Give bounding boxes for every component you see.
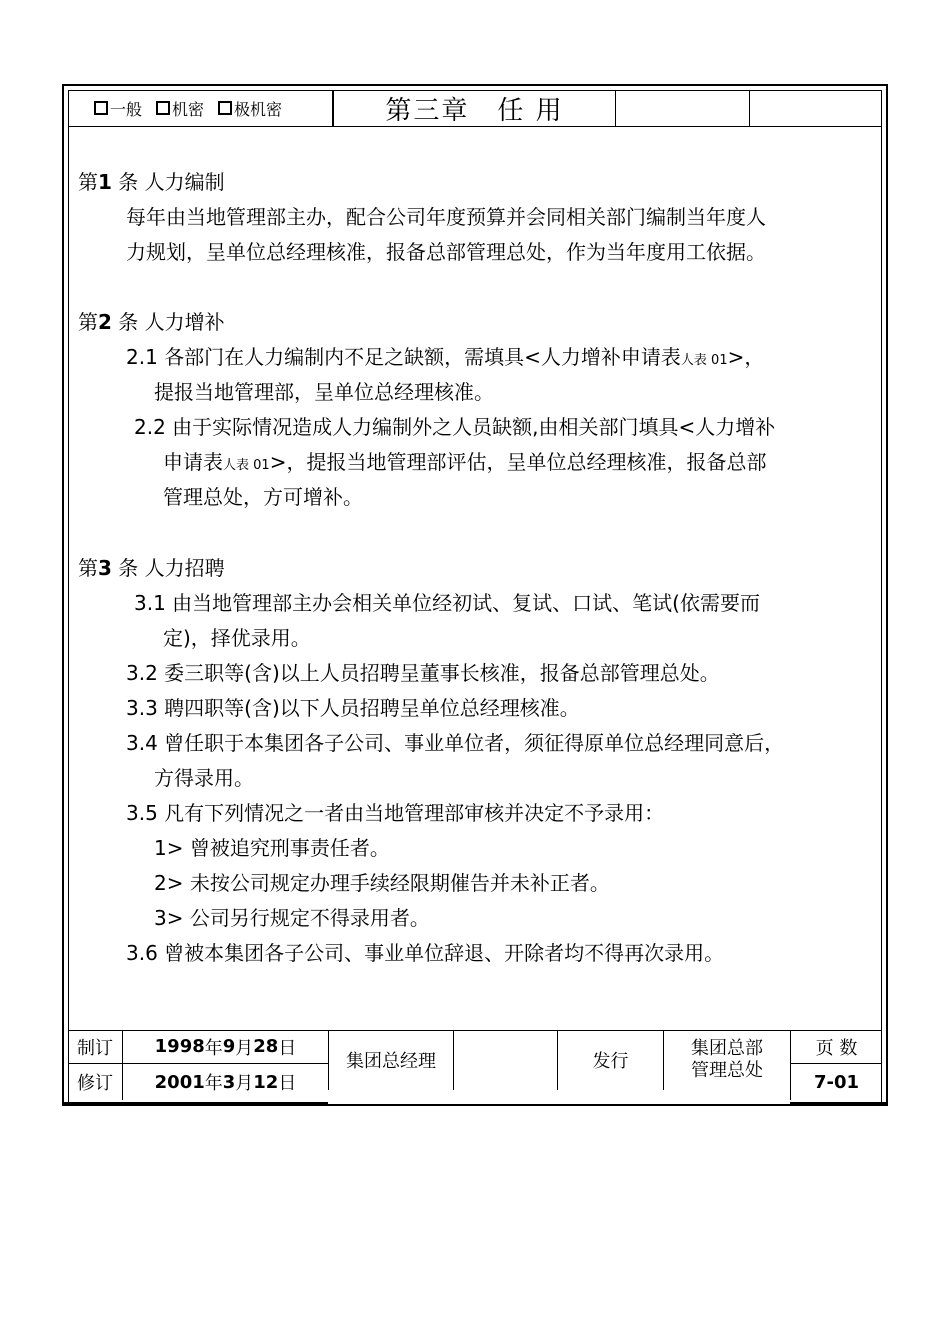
clause-3-5-item: 3> 公司另行规定不得录用者。 [154, 906, 430, 930]
issuer-cell [664, 1030, 790, 1090]
clause-2-1-cont: 提报当地管理部，呈单位总经理核准。 [154, 380, 494, 404]
clause-3-1: 3.1 由当地管理部主办会相关单位经初试、复试、口试、笔试(依需要而 [134, 591, 760, 615]
clause-3-6: 3.6 曾被本集团各子公司、事业单位辞退、开除者均不得再次录用。 [126, 941, 725, 965]
document-footer [68, 1030, 882, 1104]
checkbox-icon[interactable] [94, 101, 108, 115]
document-header [68, 90, 882, 127]
article-2-heading: 第2 条 人力增补 [78, 310, 225, 334]
issuer-line: 管理总处 [691, 1060, 763, 1081]
header-blank-cell [616, 90, 750, 126]
clause-2-2-cont: 管理总处，方可增补。 [163, 485, 363, 509]
article-1-line: 每年由当地管理部主办，配合公司年度预算并会同相关部门编制当年度人 [126, 205, 766, 229]
classification-confidential[interactable] [156, 97, 204, 120]
clause-3-5-item: 1> 曾被追究刑事责任者。 [154, 836, 390, 860]
revised-date: 2001 年 3 月 12 日 [154, 1071, 297, 1094]
clause-3-5: 3.5 凡有下列情况之一者由当地管理部审核并决定不予录用： [126, 801, 665, 825]
clause-3-5-item: 2> 未按公司规定办理手续经限期催告并未补正者。 [154, 871, 610, 895]
footer-right-bottom-rule [790, 1102, 888, 1105]
header-blank-cell [750, 90, 882, 126]
article-1-heading: 第1 条 人力编制 [78, 170, 225, 194]
chapter-title: 第三章 任 用 [332, 90, 616, 126]
clause-3-3: 3.3 聘四职等(含)以下人员招聘呈单位总经理核准。 [126, 696, 580, 720]
made-date: 1998 年 9 月 28 日 [123, 1030, 328, 1064]
clause-2-1: 2.1 各部门在人力编制内不足之缺额，需填具<人力增补申请表人表 01>， [126, 345, 765, 369]
checkbox-icon[interactable] [218, 101, 232, 115]
clause-2-2: 2.2 由于实际情况造成人力编制外之人员缺额,由相关部门填具<人力增补 [134, 415, 776, 439]
clause-2-2-cont: 申请表人表 01>，提报当地管理部评估，呈单位总经理核准，报备总部 [163, 450, 767, 474]
approver-cell: 集团总经理 [328, 1030, 454, 1090]
article-3-heading: 第3 条 人力招聘 [78, 556, 225, 580]
made-label: 制订 [68, 1030, 123, 1064]
page-label: 页 数 [790, 1030, 882, 1064]
clause-3-2: 3.2 委三职等(含)以上人员招聘呈董事长核准，报备总部管理总处。 [126, 661, 720, 685]
classification-general[interactable] [94, 97, 142, 120]
classification-label: 极机密 [234, 99, 283, 119]
footer-left-bottom-rule [62, 1102, 328, 1105]
issuer-line: 集团总部 [691, 1038, 763, 1059]
classification-group [68, 90, 332, 126]
classification-top-secret[interactable] [218, 97, 282, 120]
revised-label: 修订 [68, 1064, 123, 1100]
clause-3-4-cont: 方得录用。 [154, 766, 254, 790]
clause-3-1-cont: 定)，择优录用。 [163, 626, 311, 650]
article-1-line: 力规划，呈单位总经理核准，报备总部管理总处，作为当年度用工依据。 [126, 240, 766, 264]
classification-label: 机密 [172, 99, 205, 119]
classification-label: 一般 [110, 99, 143, 119]
approver-signature-cell [454, 1030, 558, 1090]
clause-3-4: 3.4 曾任职于本集团各子公司、事业单位者，须征得原单位总经理同意后， [126, 731, 785, 755]
issue-label: 发行 [558, 1030, 664, 1090]
page-number: 7-01 [790, 1064, 882, 1100]
checkbox-icon[interactable] [156, 101, 170, 115]
